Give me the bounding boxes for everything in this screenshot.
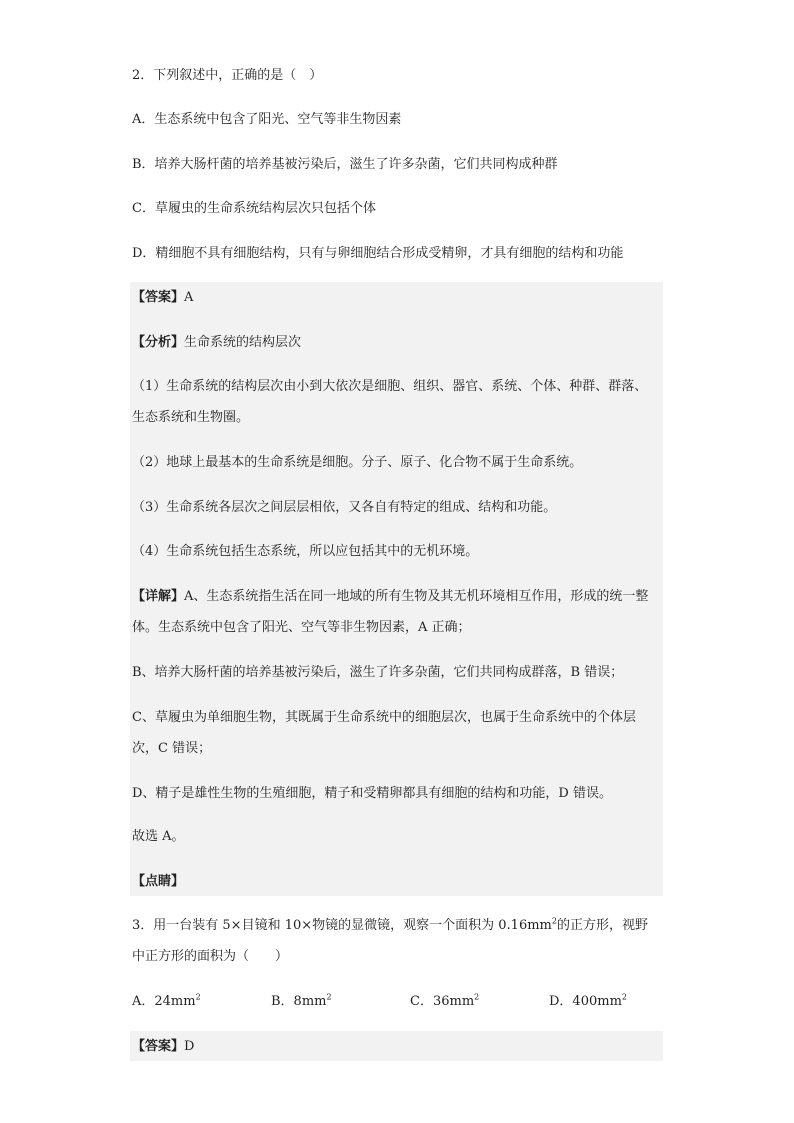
answer-value: A	[184, 290, 194, 305]
detail-d: D、精子是雄性生物的生殖细胞，精子和受精卵都具有细胞的结构和功能，D 错误。	[132, 786, 612, 801]
question-3-option-b	[271, 992, 332, 1012]
detail-b: B、培养大肠杆菌的培养基被污染后，滋生了许多杂菌，它们共同构成群落，B 错误；	[132, 665, 624, 680]
analysis-point-4: （4）生命系统包括生态系统，所以应包括其中的无机环境。	[132, 544, 479, 559]
analysis-point-3: （3）生命系统各层次之间层层相依，又各自有特定的组成、结构和功能。	[132, 500, 557, 515]
superscript: 2	[195, 992, 201, 1002]
question-2-option-c: C．草履虫的生命系统结构层次只包括个体	[132, 201, 376, 216]
question-3-stem-part-2: 的正方形，视野	[556, 918, 648, 933]
question-3-option-c	[410, 992, 479, 1012]
superscript: 2	[474, 992, 480, 1002]
analysis-tag: 【分析】	[132, 335, 185, 350]
question-3-answer-line	[132, 1037, 194, 1057]
question-3-option-a	[132, 992, 201, 1012]
analysis-title: 生命系统的结构层次	[184, 335, 302, 350]
question-2-option-b: B．培养大肠杆菌的培养基被污染后，滋生了许多杂菌，它们共同构成种群	[132, 157, 558, 172]
option-label: A．24mm	[132, 994, 196, 1009]
question-3-stem-line-2: 中正方形的面积为（ ）	[132, 949, 289, 964]
question-2-stem: 2．下列叙述中，正确的是（ ）	[132, 68, 323, 83]
question-3-answer-block	[130, 1031, 663, 1061]
analysis-point-2: （2）地球上最基本的生命系统是细胞。分子、原子、化合物不属于生命系统。	[132, 455, 583, 470]
analysis-point-1: （1）生命系统的结构层次由小到大依次是细胞、组织、器官、系统、个体、种群、群落、生态系统和生物圈。	[132, 379, 648, 425]
comment-tag: 【点睛】	[132, 874, 185, 889]
option-label: B．8mm	[271, 994, 327, 1009]
detail-a-text: A、生态系统指生活在同一地域的所有生物及其无机环境相互作用，形成的统一整体。生态系统中包含了阳光、空气等非生物因素，A 正确；	[132, 589, 649, 635]
detail-a	[132, 581, 660, 643]
question-3-option-d	[549, 992, 627, 1012]
answer-tag: 【答案】	[132, 290, 185, 305]
superscript: 2	[551, 916, 557, 926]
analysis-line	[132, 333, 301, 353]
question-2-option-d: D．精细胞不具有细胞结构，只有与卵细胞结合形成受精卵，才具有细胞的结构和功能	[132, 246, 624, 261]
answer-tag: 【答案】	[132, 1039, 185, 1054]
superscript: 2	[326, 992, 332, 1002]
answer-line	[132, 288, 193, 308]
choose-line: 故选 A。	[132, 829, 185, 844]
superscript: 2	[621, 992, 627, 1002]
question-3-stem-part-1: 3．用一台装有 5×目镜和 10×物镜的显微镜，观察一个面积为 0.16mm	[132, 918, 552, 933]
question-3-stem-line-1	[132, 916, 648, 936]
option-label: C．36mm	[410, 994, 475, 1009]
option-label: D．400mm	[549, 994, 622, 1009]
detail-c: C、草履虫为单细胞生物，其既属于生命系统中的细胞层次，也属于生命系统中的个体层次，C 错误；	[132, 710, 636, 756]
detail-tag: 【详解】	[132, 589, 185, 604]
question-2-option-a: A．生态系统中包含了阳光、空气等非生物因素	[132, 112, 402, 127]
answer-value: D	[184, 1039, 195, 1054]
